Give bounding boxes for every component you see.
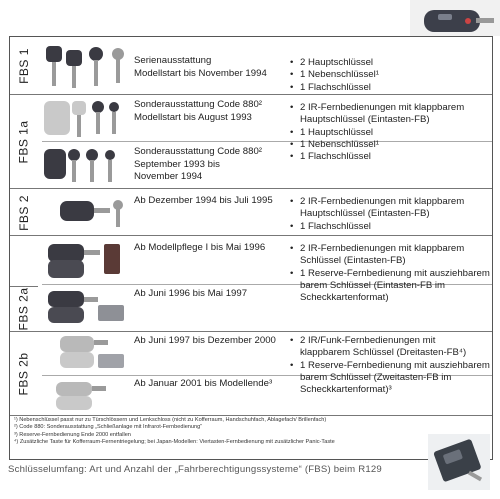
keys-fbs1-icon (42, 42, 132, 90)
key-fob-photo-icon (410, 0, 500, 36)
row-label: FBS 2a (17, 287, 31, 331)
keys-fbs2a-icon (42, 240, 128, 280)
row-fbs1 (10, 37, 492, 94)
keys-fbs2b-b-icon (42, 380, 128, 416)
row-description-a: Sonderausstattung Code 880² Modellstart bis August 1993 (134, 99, 263, 123)
row-equipment: • 2 IR/Funk-Fernbedienungen mit klappbarem Schlüssel (Dreitasten-FB⁴) • 1 Reserve-Fernbedienung mit ausziehbarem barem Schlüssel (Zweitasten-FB im Scheckkartenformat)³ (290, 335, 490, 396)
figure-caption: Schlüsselumfang: Art und Anzahl der „Fahrberechtigungssysteme“ (FBS) beim R129 (8, 464, 382, 475)
row-description-b: Ab Januar 2001 bis Modellende³ (134, 378, 273, 389)
keys-fbs2b-icon (42, 334, 128, 374)
row-fbs2a (10, 235, 492, 332)
footnote: ¹) Nebenschlüssel passt nur zu Türschlössern und Lenkschloss (nicht zu Kofferraum, Handschuhfach, Ablagefach/ Brillenfach) (14, 417, 327, 423)
row-description: Ab Dezember 1994 bis Juli 1995 (134, 195, 273, 206)
row-equipment: • 2 Hauptschlüssel • 1 Nebenschlüssel¹ • 1 Flachschlüssel (290, 57, 379, 94)
row-description-a: Ab Modellpflege I bis Mai 1996 (134, 242, 266, 253)
row-description: Serienausstattung Modellstart bis November 1994 (134, 55, 267, 79)
footnote: ⁴) Zusätzliche Taste für Kofferraum-Fernentriegelung; bei Japan-Modellen: Viertasten-Fernbedienung mit zusätzlicher Panic-Taste (14, 438, 335, 445)
keys-fbs1a-icon (42, 99, 128, 139)
row-equipment: • 2 IR-Fernbedienungen mit klappbarem Schlüssel (Eintasten-FB) • 1 Reserve-Fernbedienung mit ausziehbarem barem Schlüssel (Eintasten-FB im Scheckkartenformat) (290, 243, 490, 304)
row-label: FBS 1a (17, 120, 31, 164)
row-fbs2 (10, 188, 492, 236)
fbs-table (9, 36, 493, 460)
footnote: ²) Code 880: Sonderausstattung „Schließanlage mit Infrarot-Fernbedienung“ (14, 424, 203, 431)
row-equipment: • 2 IR-Fernbedienungen mit klappbarem Hauptschlüssel (Eintasten-FB) • 1 Flachschlüssel (290, 196, 464, 233)
footnotes (14, 417, 489, 446)
row-label: FBS 2b (17, 352, 31, 396)
row-fbs2b (10, 331, 492, 416)
row-fbs1a (10, 94, 492, 189)
footnote: ³) Reserve-Fernbedienung Ende 2000 entfallen (14, 431, 131, 438)
keys-fbs2a-b-icon (42, 289, 128, 329)
row-equipment: • 2 IR-Fernbedienungen mit klappbarem Hauptschlüssel (Eintasten-FB) • 1 Hauptschlüssel • 1 Nebenschlüssel¹ • 1 Flachschlüssel (290, 102, 464, 163)
keys-fbs1a-b-icon (42, 147, 128, 187)
row-description-b: Ab Juni 1996 bis Mai 1997 (134, 288, 248, 299)
row-description-b: Sonderausstattung Code 880² September 1993 bis November 1994 (134, 146, 263, 182)
keys-fbs2-icon (42, 195, 128, 231)
row-label: FBS 2 (17, 194, 32, 231)
card-key-photo-icon (428, 434, 490, 490)
row-label: FBS 1 (17, 47, 32, 84)
row-description-a: Ab Juni 1997 bis Dezember 2000 (134, 335, 276, 346)
